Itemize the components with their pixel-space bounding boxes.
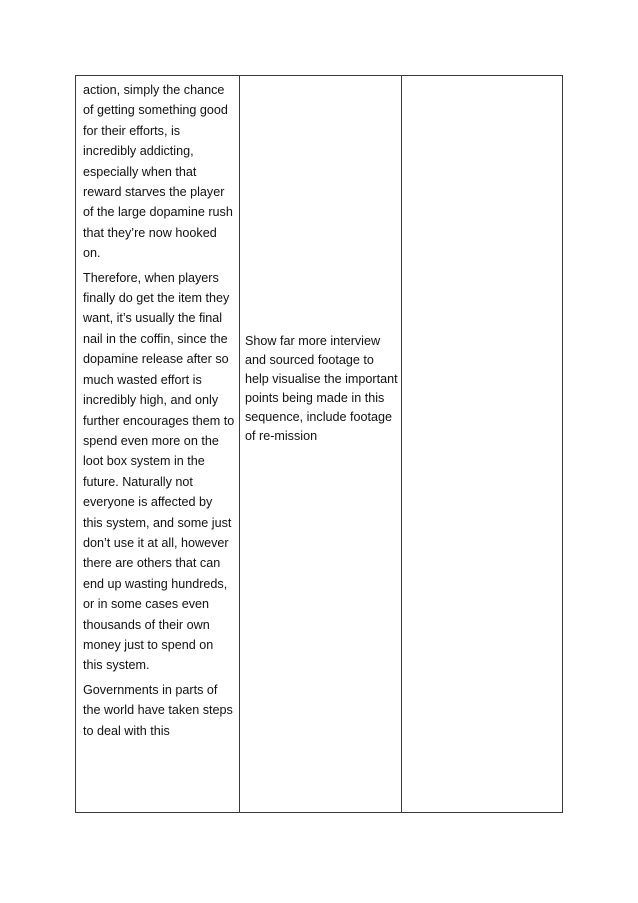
left-cell [76, 76, 240, 813]
middle-cell-text: Show far more interview and sourced footage to help visualise the important points being made in this sequence, include footage of re-mission [245, 334, 398, 443]
document-table [75, 75, 563, 813]
left-cell-content [76, 76, 239, 741]
paragraph: Therefore, when players finally do get the item they want, it’s usually the final nail in the coffin, since the dopamine release after so much wasted effort is incredibly high, and only further encourages them to spend even more on the loot box system in the future. Naturally not everyone is affected by this system, and some just don’t use it at all, however there are others that can end up wasting hundreds, or in some cases even thousands of their own money just to spend on this system. [83, 270, 235, 673]
paragraph: Governments in parts of the world have taken steps to deal with this [83, 682, 233, 738]
middle-cell [240, 76, 402, 813]
table-row [76, 76, 563, 813]
right-cell [402, 76, 563, 813]
paragraph: action, simply the chance of getting something good for their efforts, is incredibly addicting, especially when that reward starves the player of the large dopamine rush that they’re now hooked on. [83, 83, 233, 261]
